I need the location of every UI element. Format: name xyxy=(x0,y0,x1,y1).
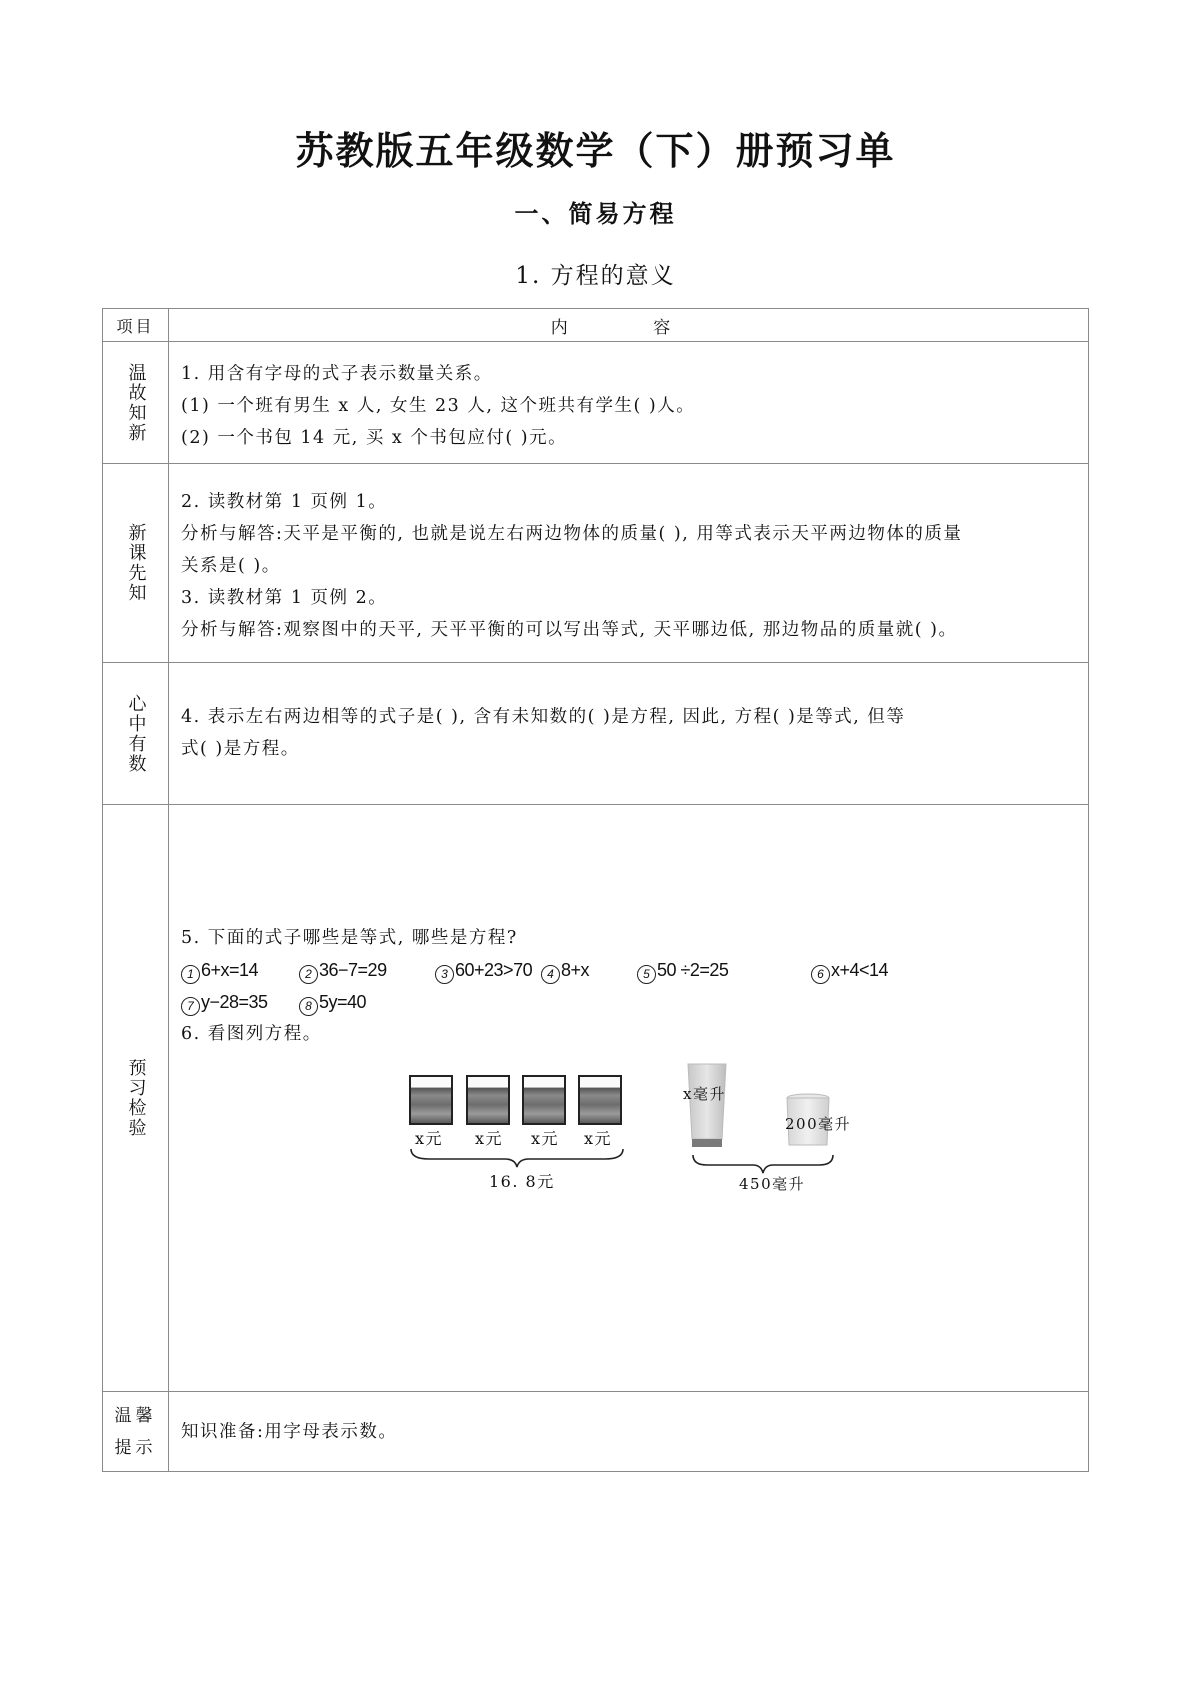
row-label: 心中有数 xyxy=(125,693,147,774)
equation-list-row-1 xyxy=(181,954,1080,986)
figure-glasses xyxy=(683,1063,867,1203)
header-item: 项目 xyxy=(103,309,169,341)
equation-4: 4 8+x xyxy=(541,954,637,986)
table-row-new-lesson xyxy=(103,463,1088,662)
row-label-line-2: 提示 xyxy=(114,1437,157,1458)
chapter-subtitle: 一、简易方程 xyxy=(514,199,677,228)
question-3-analysis: 分析与解答:观察图中的天平, 天平平衡的可以写出等式, 天平哪边低, 那边物品的质量就( )。 xyxy=(181,620,958,640)
table-row-understanding xyxy=(103,662,1088,804)
question-2-analysis-cont: 关系是( )。 xyxy=(181,556,281,576)
book-price-label: x元 xyxy=(415,1129,444,1148)
equation-2: 2 36−7=29 xyxy=(299,954,435,986)
glasses-total-label: 450毫升 xyxy=(739,1175,806,1193)
tall-glass-label: x毫升 xyxy=(683,1085,726,1103)
question-1: 1. 用含有字母的式子表示数量关系。 xyxy=(181,364,493,384)
book-image xyxy=(466,1075,510,1125)
short-glass-label: 200毫升 xyxy=(785,1115,852,1133)
table-row-practice xyxy=(103,804,1088,1391)
question-3: 3. 读教材第 1 页例 2。 xyxy=(181,588,388,608)
question-2: 2. 读教材第 1 页例 1。 xyxy=(181,492,388,512)
books-total-label: 16. 8元 xyxy=(489,1172,555,1191)
equation-8: 8 5y=40 xyxy=(299,986,366,1018)
question-2-analysis: 分析与解答:天平是平衡的, 也就是说左右两边物体的质量( ), 用等式表示天平两边物体的质量 xyxy=(181,524,963,544)
row-label: 新课先知 xyxy=(125,523,147,603)
book-image xyxy=(409,1075,453,1125)
equation-5: 5 50 ÷2=25 xyxy=(637,954,811,986)
book-price-label: x元 xyxy=(584,1129,613,1148)
row-label: 预习检验 xyxy=(125,1058,147,1138)
book-image xyxy=(578,1075,622,1125)
worksheet-title: 苏教版五年级数学（下）册预习单 xyxy=(295,128,896,173)
question-1-part-2: (2) 一个书包 14 元, 买 x 个书包应付( )元。 xyxy=(181,428,568,448)
preview-table xyxy=(102,308,1089,1472)
brace-icon xyxy=(691,1153,835,1175)
row-label-line-1: 温馨 xyxy=(114,1405,157,1426)
question-4-cont: 式( )是方程。 xyxy=(181,739,300,759)
question-5: 5. 下面的式子哪些是等式, 哪些是方程? xyxy=(181,928,518,948)
brace-icon xyxy=(409,1147,625,1169)
question-6: 6. 看图列方程。 xyxy=(181,1024,322,1044)
book-price-label: x元 xyxy=(531,1129,560,1148)
tall-glass-icon xyxy=(687,1063,727,1149)
question-4: 4. 表示左右两边相等的式子是( ), 含有未知数的( )是方程, 因此, 方程( )是等式, 但等 xyxy=(181,707,906,727)
figure-books xyxy=(409,1075,649,1195)
header-content: 内 容 xyxy=(550,317,711,338)
equation-list-row-2 xyxy=(181,986,1080,1018)
equation-1: 1 6+x=14 xyxy=(181,954,299,986)
section-title: 1. 方程的意义 xyxy=(515,263,676,289)
book-price-label: x元 xyxy=(475,1129,504,1148)
equation-3: 3 60+23>70 xyxy=(435,954,541,986)
equation-7: 7 y−28=35 xyxy=(181,986,299,1018)
row-label: 温故知新 xyxy=(125,362,147,443)
question-1-part-1: (1) 一个班有男生 x 人, 女生 23 人, 这个班共有学生( )人。 xyxy=(181,396,696,416)
table-row-tips xyxy=(103,1391,1088,1471)
book-image xyxy=(522,1075,566,1125)
equation-6: 6 x+4<14 xyxy=(811,954,888,986)
table-header-row xyxy=(103,309,1088,341)
table-row-review xyxy=(103,341,1088,463)
tip-text: 知识准备:用字母表示数。 xyxy=(181,1421,398,1442)
